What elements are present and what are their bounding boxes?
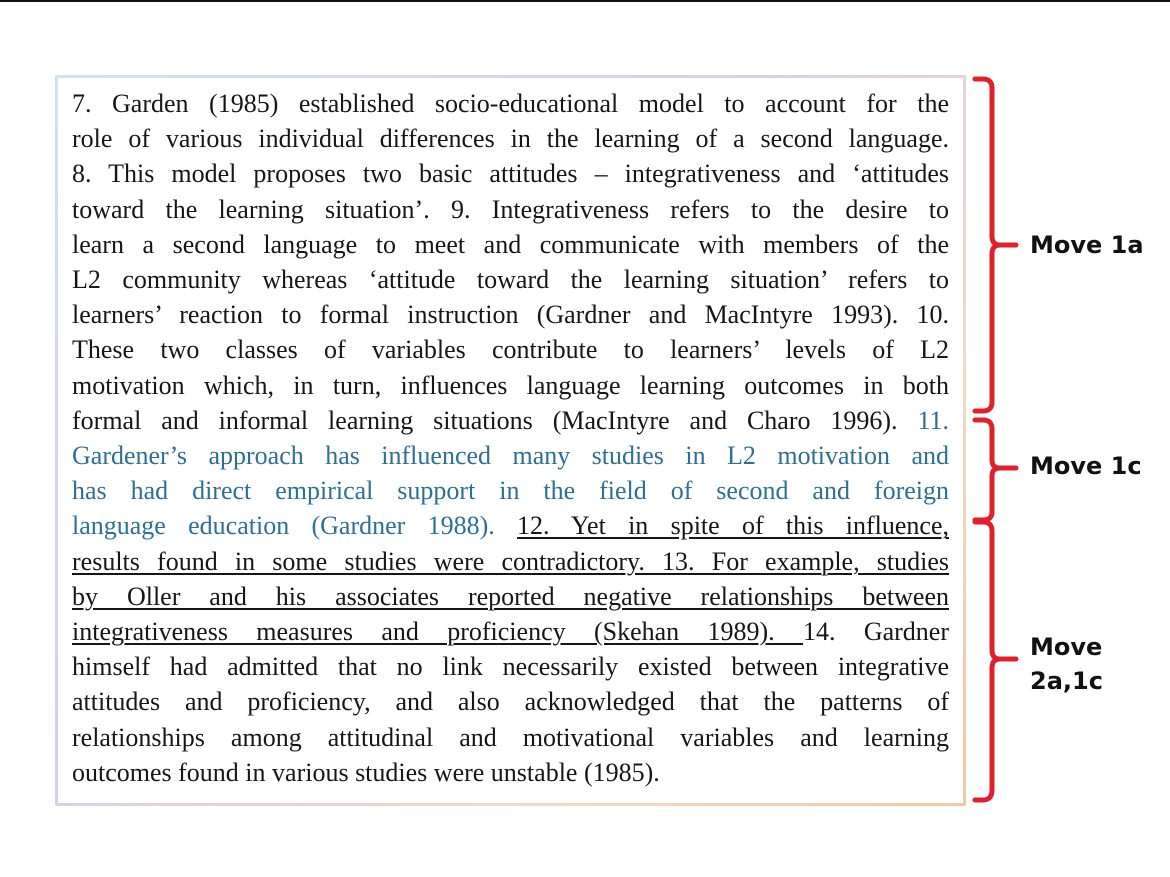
- highlighted-text: language education (Gardner 1988).: [72, 511, 495, 541]
- passage-text-segment: motivation which, in turn, influences language learning outcomes in both: [72, 370, 949, 400]
- underlined-text: 12. Yet in spite of this influence,: [517, 511, 949, 541]
- passage-text-segment: These two classes of variables contribute to learners’ levels of L2: [72, 335, 949, 365]
- move-label-1a: Move 1a: [1030, 231, 1144, 259]
- underlined-text: integrativeness measures and proficiency (Skehan 1989).: [72, 617, 803, 647]
- underlined-text: by Oller and his associates reported negative relationships between: [72, 581, 949, 611]
- bracket-move-1a: [975, 79, 1016, 411]
- passage-text-segment: learners’ reaction to formal instruction (Gardner and MacIntyre 1993). 10.: [72, 300, 949, 330]
- passage-text-segment: himself had admitted that no link necessarily existed between integrative: [72, 652, 949, 682]
- passage-text-segment: 14. Gardner: [802, 617, 949, 647]
- passage-text-segment: attitudes and proficiency, and also acknowledged that the patterns of: [72, 687, 949, 717]
- underlined-text: results found in some studies were contradictory. 13. For example, studies: [72, 546, 949, 576]
- passage-text-segment: learn a second language to meet and communicate with members of the: [72, 229, 949, 259]
- passage-text-segment: toward the learning situation’. 9. Integrativeness refers to the desire to: [72, 194, 949, 224]
- bracket-move-1c: [975, 420, 1016, 520]
- bracket-move-2a-1c: [975, 522, 1016, 800]
- highlighted-text: has had direct empirical support in the field of second and foreign: [72, 476, 949, 506]
- highlighted-text: Gardener’s approach has influenced many studies in L2 motivation and: [72, 441, 949, 471]
- passage-text-segment: role of various individual differences in the learning of a second language.: [72, 124, 949, 154]
- passage-text-segment: formal and informal learning situations (MacIntyre and Charo 1996).: [72, 405, 918, 435]
- passage-text-segment: 7. Garden (1985) established socio-educational model to account for the: [72, 89, 949, 118]
- passage-text-segment: outcomes found in various studies were unstable (1985).: [72, 757, 660, 787]
- passage-text-segment: 8. This model proposes two basic attitudes – integrativeness and ‘attitudes: [72, 159, 949, 189]
- move-label-2a-1c: Move 2a,1c: [1030, 633, 1103, 695]
- move-label-1c: Move 1c: [1030, 452, 1142, 480]
- highlighted-text: 11.: [917, 405, 949, 435]
- passage-text-segment: relationships among attitudinal and motivational variables and learning: [72, 722, 949, 752]
- passage-text-segment: L2 community whereas ‘attitude toward the learning situation’ refers to: [72, 265, 949, 295]
